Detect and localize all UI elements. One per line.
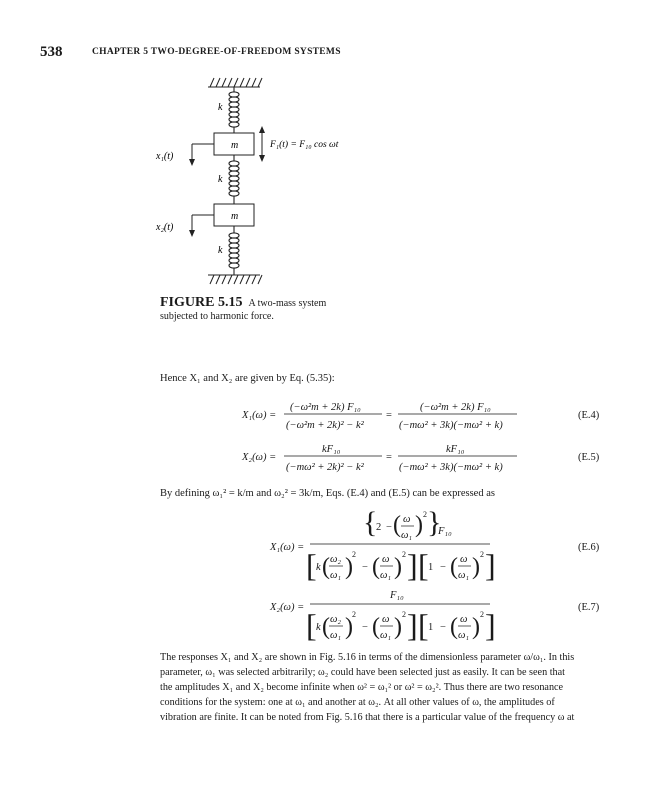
e7-den-sup2-b: 2 bbox=[402, 610, 406, 619]
e6-den-rparen3-icon: ) bbox=[472, 554, 480, 580]
defining-text: By defining ω₁² = k/m and ω₂² = 3k/m, Eqs. (E.4) and (E.5) can be expressed as bbox=[160, 488, 495, 499]
spring-middle bbox=[229, 155, 239, 204]
e6-num-two: 2 bbox=[376, 522, 382, 533]
e6-den-minus-a: − bbox=[362, 562, 368, 573]
e6-den-lparen3-icon: ( bbox=[450, 554, 458, 580]
e6-num-F10: F₁₀ bbox=[438, 526, 452, 537]
e7-den-minus-b: − bbox=[440, 622, 446, 633]
e5-eq: = bbox=[386, 452, 392, 463]
e7-den-minus-a: − bbox=[362, 622, 368, 633]
e5-num2: kF₁₀ bbox=[446, 444, 465, 455]
e6-den-omega2: ω₂ bbox=[330, 554, 342, 565]
chapter-heading: CHAPTER 5 TWO-DEGREE-OF-FREEDOM SYSTEMS bbox=[92, 47, 341, 57]
x1-arrow-icon bbox=[189, 159, 195, 166]
e6-num-sup2: 2 bbox=[423, 510, 427, 519]
e6-num-omega1: ω₁ bbox=[401, 530, 413, 541]
label-k-mid: k bbox=[218, 174, 223, 185]
e7-den-sup2-c: 2 bbox=[480, 610, 484, 619]
e7-number: (E.7) bbox=[578, 602, 600, 613]
body-paragraph bbox=[160, 650, 610, 725]
e6-den-rbracket2-icon: ] bbox=[485, 547, 496, 583]
bottom-ground bbox=[208, 275, 262, 284]
e6-den-rbracket1-icon: ] bbox=[407, 547, 418, 583]
e7-den-omega1-c: ω₁ bbox=[458, 630, 470, 641]
e6-den-omega1-b: ω₁ bbox=[380, 570, 392, 581]
equation-e4 bbox=[0, 395, 645, 435]
e7-den-rbracket2-icon: ] bbox=[485, 607, 496, 643]
e7-den-k: k bbox=[316, 622, 321, 633]
figure-caption bbox=[160, 296, 410, 323]
e7-den-omega: ω bbox=[382, 614, 390, 625]
e7-den-rparen3-icon: ) bbox=[472, 614, 480, 640]
e6-den-sup2-a: 2 bbox=[352, 550, 356, 559]
paragraph-line: the amplitudes X₁ and X₂ become infinite when ω² = ω₁² or ω² = ω₂². Thus there are two resonance bbox=[160, 682, 564, 693]
equation-e6 bbox=[0, 508, 645, 588]
e6-num-omega: ω bbox=[403, 514, 411, 525]
label-k-top: k bbox=[218, 102, 223, 113]
e6-den-omega1-c: ω₁ bbox=[458, 570, 470, 581]
e7-den-lparen1-icon: ( bbox=[322, 614, 330, 640]
e4-number: (E.4) bbox=[578, 410, 600, 421]
e7-den-omega1-b: ω₁ bbox=[380, 630, 392, 641]
equation-e7 bbox=[0, 584, 645, 648]
x2-arrow-icon bbox=[189, 230, 195, 237]
e7-den-one: 1 bbox=[428, 622, 434, 633]
label-force: F₁(t) = F₁₀ cos ωt bbox=[270, 140, 339, 150]
e4-eq: = bbox=[386, 410, 392, 421]
e6-den-lparen2-icon: ( bbox=[372, 554, 380, 580]
e6-den-omega-c: ω bbox=[460, 554, 468, 565]
spring-top bbox=[229, 87, 239, 133]
equation-e5 bbox=[0, 437, 645, 477]
e7-den-omega1-a: ω₁ bbox=[330, 630, 342, 641]
e6-den-rparen1-icon: ) bbox=[345, 554, 353, 580]
e6-den-sup2-b: 2 bbox=[402, 550, 406, 559]
e6-num-minus: − bbox=[386, 522, 392, 533]
e7-den-lparen2-icon: ( bbox=[372, 614, 380, 640]
force-arrow-up-icon bbox=[259, 126, 265, 133]
e7-den-lbracket-icon: [ bbox=[306, 607, 317, 643]
paragraph-line: parameter, ω₁ was selected arbitrarily; ω₂ could have been selected just as easily. It can be seen that bbox=[160, 667, 565, 678]
top-ground bbox=[208, 78, 262, 87]
label-m-bottom: m bbox=[231, 211, 239, 222]
e5-number: (E.5) bbox=[578, 452, 600, 463]
e6-den-minus-b: − bbox=[440, 562, 446, 573]
e5-den2: (−mω² + 3k)(−mω² + k) bbox=[399, 462, 503, 473]
e6-left-brace-icon: { bbox=[363, 508, 378, 539]
e6-den-lbracket-icon: [ bbox=[306, 547, 317, 583]
e6-den-rparen2-icon: ) bbox=[394, 554, 402, 580]
e6-den-lparen1-icon: ( bbox=[322, 554, 330, 580]
label-m-top: m bbox=[231, 140, 239, 151]
label-x1: x₁(t) bbox=[156, 151, 174, 162]
spring-bottom bbox=[229, 226, 239, 275]
e6-num-rparen-icon: ) bbox=[415, 512, 423, 538]
x2-indicator bbox=[192, 215, 214, 233]
e6-number: (E.6) bbox=[578, 542, 600, 553]
e6-num-lparen-icon: ( bbox=[393, 512, 401, 538]
paragraph-line: conditions for the system: one at ω₁ and another at ω₂. At all other values of ω, the amplitudes of bbox=[160, 697, 555, 708]
e6-right-brace-icon: } bbox=[427, 508, 442, 539]
two-mass-system-figure bbox=[150, 70, 410, 292]
label-k-bottom: k bbox=[218, 245, 223, 256]
e5-den1: (−mω² + 2k)² − k² bbox=[286, 462, 364, 473]
e6-den-one: 1 bbox=[428, 562, 434, 573]
e7-den-lparen3-icon: ( bbox=[450, 614, 458, 640]
force-arrow-down-icon bbox=[259, 155, 265, 162]
paragraph-line: vibration are finite. It can be noted from Fig. 5.16 that there is a particular value of the frequency ω at bbox=[160, 712, 575, 723]
e7-den-omega-c: ω bbox=[460, 614, 468, 625]
e7-num-F10: F₁₀ bbox=[390, 590, 404, 601]
e7-den-rparen2-icon: ) bbox=[394, 614, 402, 640]
figure-label: FIGURE 5.15 bbox=[160, 295, 243, 310]
e4-den1: (−ω²m + 2k)² − k² bbox=[286, 420, 364, 431]
e7-den-rbracket1-icon: ] bbox=[407, 607, 418, 643]
e5-num1: kF₁₀ bbox=[322, 444, 341, 455]
e5-lhs: X₂(ω) = bbox=[242, 452, 277, 463]
e6-lhs: X₁(ω) = bbox=[270, 542, 305, 553]
e4-den2: (−mω² + 3k)(−mω² + k) bbox=[399, 420, 503, 431]
e7-den-lbracket2-icon: [ bbox=[418, 607, 429, 643]
e7-lhs: X₂(ω) = bbox=[270, 602, 305, 613]
e6-den-omega: ω bbox=[382, 554, 390, 565]
e4-lhs: X₁(ω) = bbox=[242, 410, 277, 421]
page-number: 538 bbox=[40, 44, 63, 60]
x1-indicator bbox=[192, 144, 214, 162]
label-x2: x₂(t) bbox=[156, 222, 174, 233]
e6-den-k: k bbox=[316, 562, 321, 573]
e4-num1: (−ω²m + 2k) F₁₀ bbox=[290, 402, 361, 413]
e6-den-omega1-a: ω₁ bbox=[330, 570, 342, 581]
intro-text: Hence X₁ and X₂ are given by Eq. (5.35): bbox=[160, 373, 335, 384]
e4-num2: (−ω²m + 2k) F₁₀ bbox=[420, 402, 491, 413]
e6-den-lbracket2-icon: [ bbox=[418, 547, 429, 583]
e6-den-sup2-c: 2 bbox=[480, 550, 484, 559]
caption-line-1: A two-mass system bbox=[248, 298, 327, 309]
caption-line-2: subjected to harmonic force. bbox=[160, 311, 274, 322]
paragraph-line: The responses X₁ and X₂ are shown in Fig. 5.16 in terms of the dimensionless parameter ω/ω₁. In this bbox=[160, 652, 575, 663]
e7-den-sup2-a: 2 bbox=[352, 610, 356, 619]
e7-den-rparen1-icon: ) bbox=[345, 614, 353, 640]
e7-den-omega2: ω₂ bbox=[330, 614, 342, 625]
